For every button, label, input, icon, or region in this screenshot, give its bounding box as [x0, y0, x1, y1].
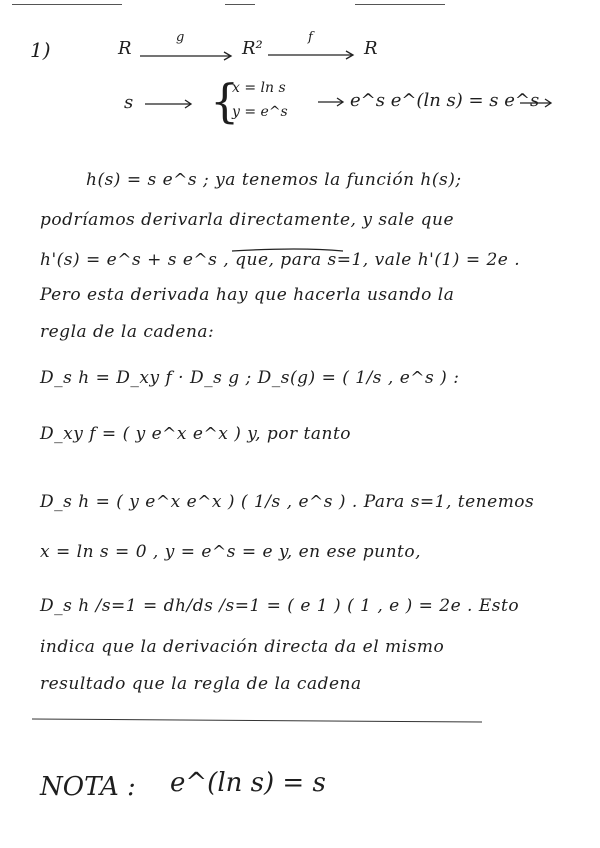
body-line-2: podríamos derivarla directamente, y sale que [40, 210, 455, 230]
body-line-6: D_s h = D_xy f · D_s g ; D_s(g) = ( 1/s , e^s ) : [40, 368, 460, 388]
body-line-1: h(s) = s e^s ; ya tenemos la función h(s); [86, 170, 462, 190]
note-formula: e^(ln s) = s [170, 768, 326, 798]
body-line-3: h'(s) = e^s + s e^s , que, para s=1, vale h'(1) = 2e . [40, 250, 521, 270]
system-line-1: x = ln s [232, 80, 286, 96]
system-line-2: y = e^s [232, 104, 288, 120]
system-brace: { [210, 74, 240, 128]
map2-label: f [308, 30, 313, 45]
diagram-domain: R [118, 38, 132, 59]
diagram-input: s [124, 92, 134, 113]
body-line-12: resultado que la regla de la cadena [40, 674, 362, 694]
body-line-11: indica que la derivación directa da el mismo [40, 637, 445, 657]
body-line-5: regla de la cadena: [40, 322, 215, 342]
map1-label: g [176, 30, 185, 45]
body-line-8: D_s h = ( y e^x e^x ) ( 1/s , e^s ) . Para s=1, tenemos [40, 492, 535, 512]
diagram-result: e^s e^(ln s) = s e^s [350, 90, 540, 111]
body-line-9: x = ln s = 0 , y = e^s = e y, en ese punto, [40, 542, 421, 562]
body-line-10: D_s h /s=1 = dh/ds /s=1 = ( e 1 ) ( 1 , e ) = 2e . Esto [40, 596, 520, 616]
problem-number: 1) [30, 38, 51, 62]
diagram-codomain: R [364, 38, 378, 59]
body-line-4: Pero esta derivada hay que hacerla usando la [40, 285, 455, 305]
body-line-7: D_xy f = ( y e^x e^x ) y, por tanto [40, 424, 352, 444]
diagram-middle: R² [242, 38, 263, 59]
note-label: NOTA : [40, 772, 136, 802]
